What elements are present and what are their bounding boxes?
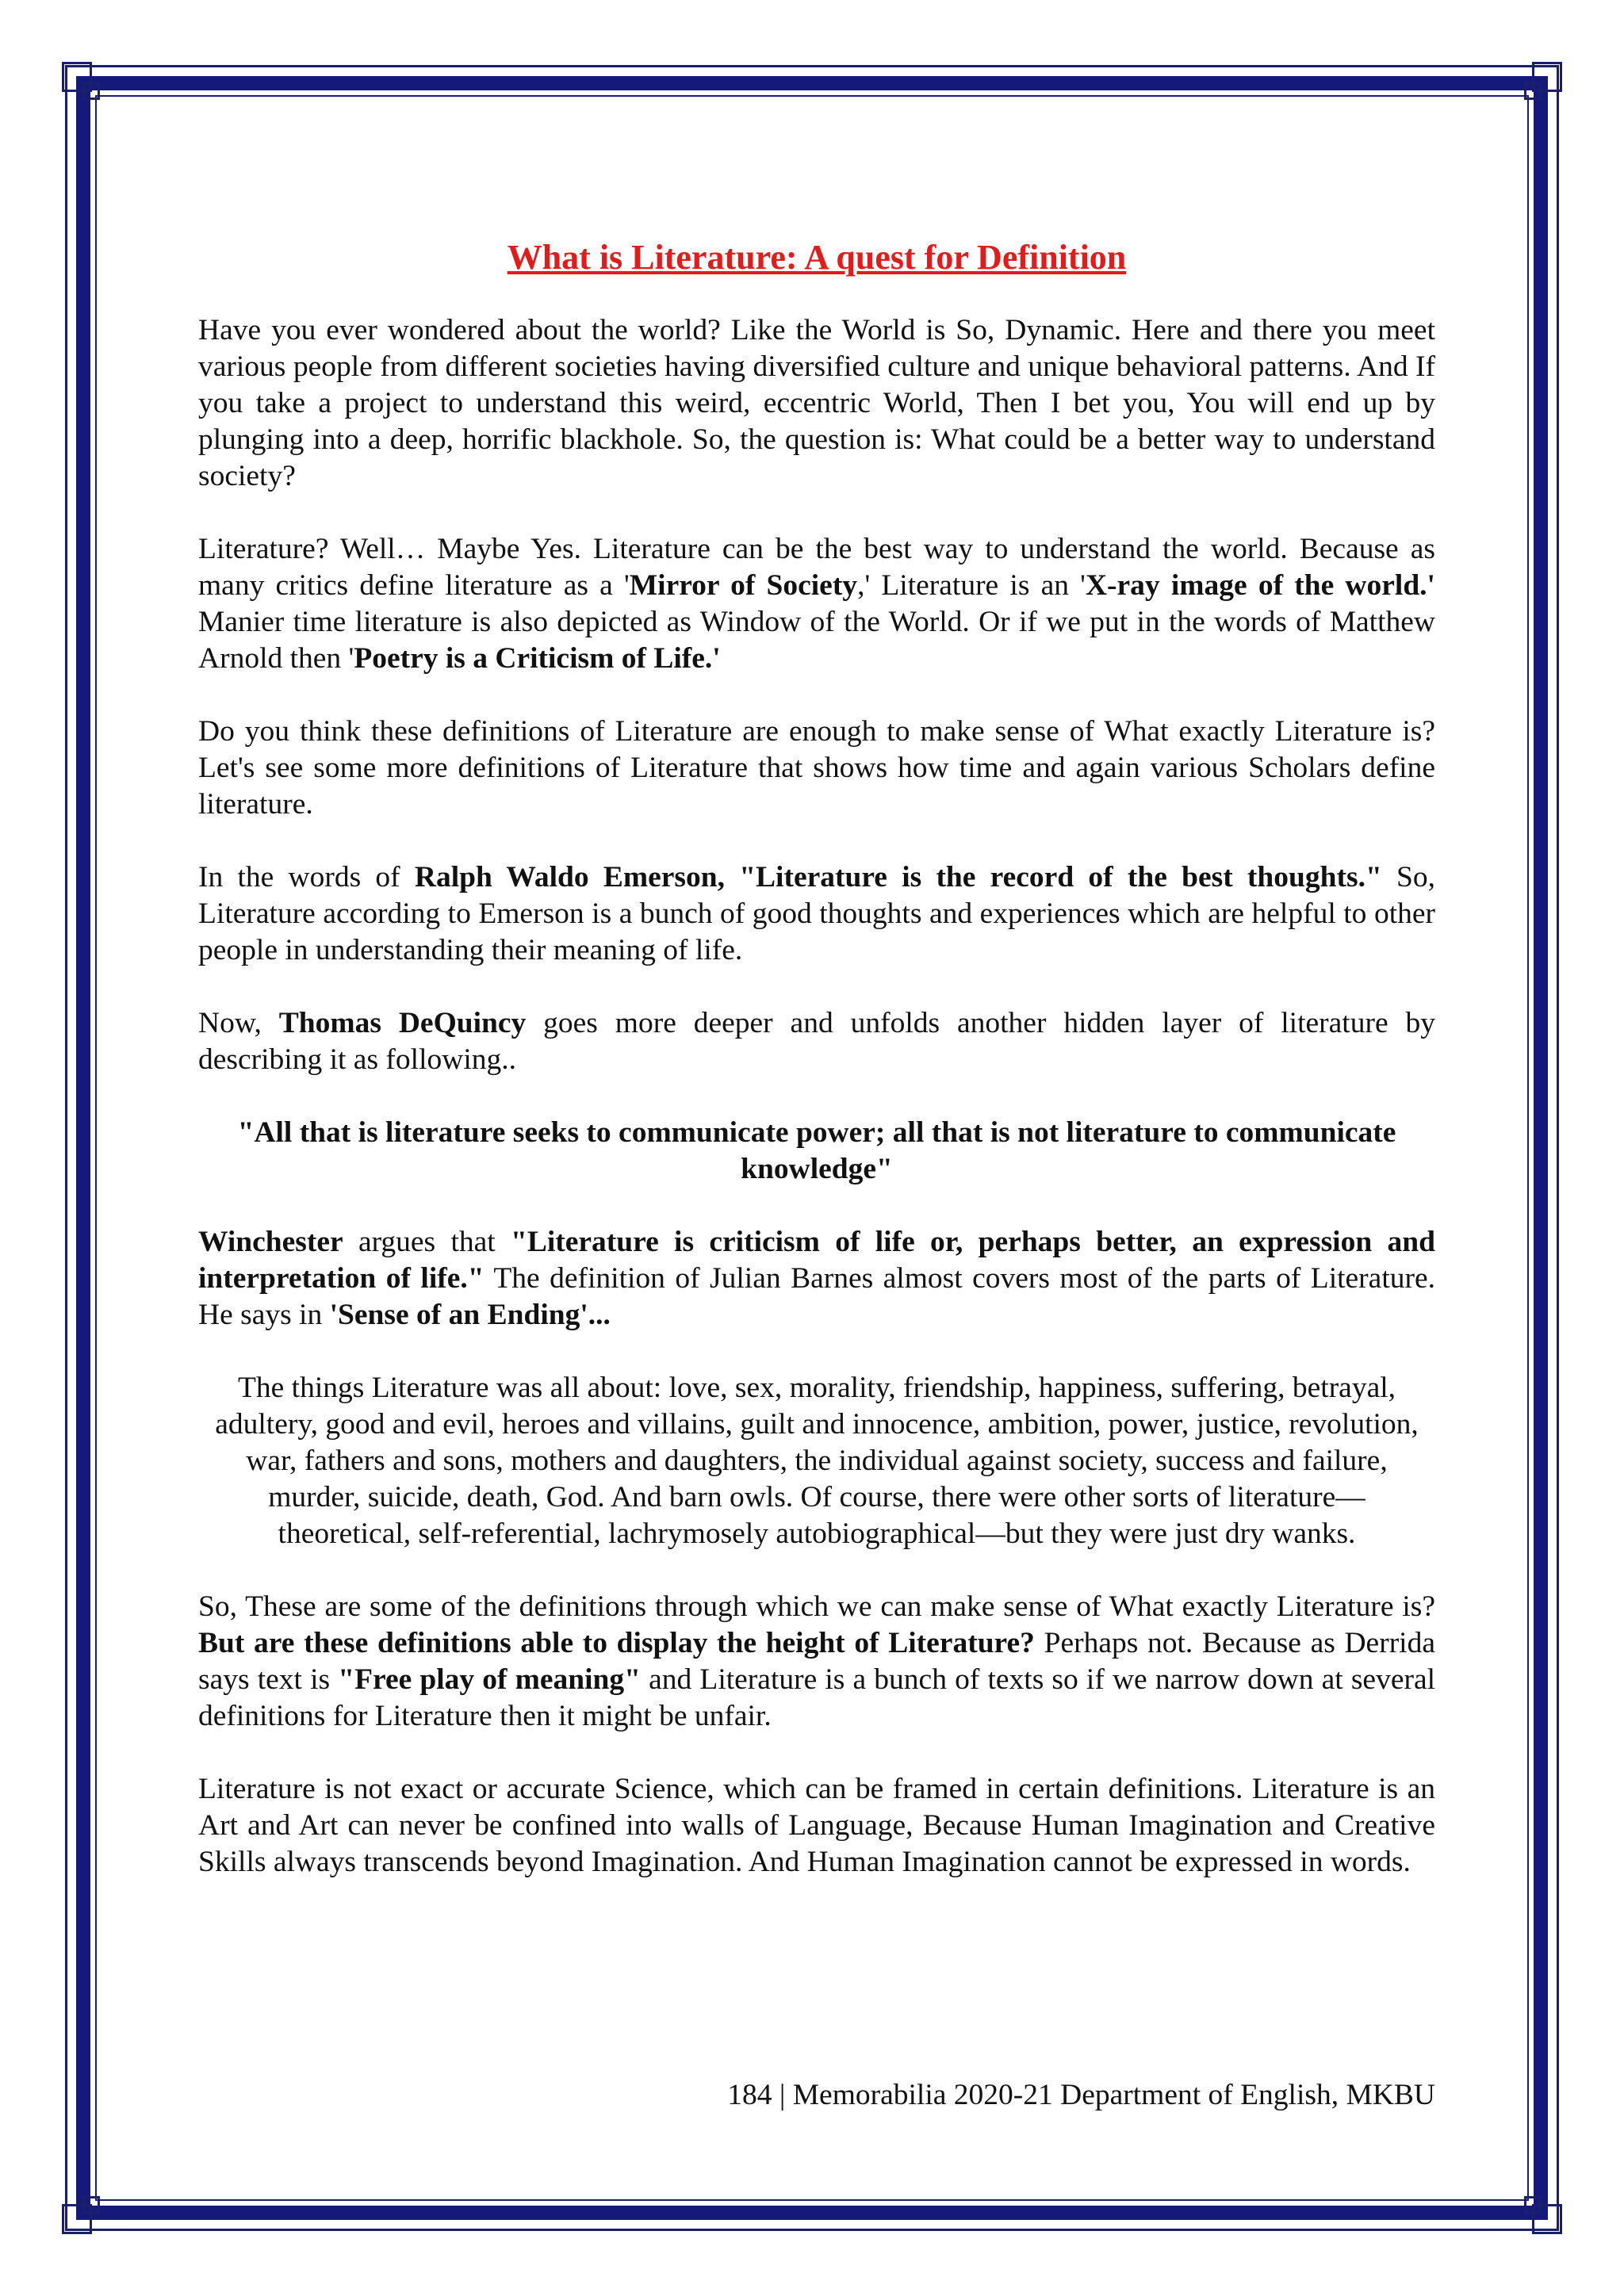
bold-span: But are these definitions able to display the height of Literature? — [198, 1627, 1035, 1659]
text-span: argues that — [343, 1226, 511, 1258]
bold-span: Mirror of Society — [629, 569, 858, 602]
article-body — [198, 238, 1435, 1917]
page-footer: 184 | Memorabilia 2020-21 Department of English, MKBU — [727, 2079, 1435, 2111]
bold-span: Winchester — [198, 1226, 343, 1258]
corner-ornament-bottom-left — [62, 2187, 109, 2234]
bold-span: Thomas DeQuincy — [278, 1007, 527, 1039]
text-span: Manier time literature is also depicted as Window of the World. Or if we put in the words of Matthew Arnold then ' — [198, 606, 1435, 675]
text-span: goes more deeper and unfolds another hidden layer of literature by describing it as following.. — [198, 1007, 1435, 1076]
paragraph-mirror-of-society — [198, 531, 1435, 677]
text-span: So, Literature according to Emerson is a bunch of good thoughts and experiences which are helpful to other people in understanding their meaning of life. — [198, 861, 1436, 966]
bold-span: Ralph Waldo Emerson, "Literature is the record of the best thoughts." — [414, 861, 1382, 894]
text-span: Now, — [198, 1007, 279, 1039]
article-title: What is Literature: A quest for Definition — [507, 238, 1127, 277]
text-span: Perhaps not. Because as Derrida says text is — [198, 1627, 1435, 1696]
bold-span: "Literature is criticism of life or, perhaps better, an expression and interpretation of life." — [198, 1226, 1435, 1295]
paragraph-intro: Have you ever wondered about the world? Like the World is So, Dynamic. Here and there you meet various people from different societies having diversified culture and unique behavioral patterns. And If you take a project to understand this weird, eccentric World, Then I bet you, You will end up by plunging into a deep, horrific blackhole. So, the question is: What could be a better way to understand society? — [198, 314, 1435, 492]
text-span: ,' Literature is an ' — [857, 569, 1086, 602]
bold-span: Poetry is a Criticism of Life.' — [354, 642, 721, 675]
paragraph-conclusion: Literature is not exact or accurate Science, which can be framed in certain definitions. Literature is an Art and Art can never be confined into walls of Language, Because Human Imagination and Creative Skills always transcends beyond Imagination. And Human Imagination cannot be expressed in words. — [198, 1773, 1435, 1878]
bold-span: "Free play of meaning" — [338, 1663, 641, 1696]
paragraph-emerson — [198, 859, 1435, 969]
corner-ornament-bottom-right — [1515, 2187, 1562, 2234]
text-span: So, These are some of the definitions through which we can make sense of What exactly Literature is? — [198, 1590, 1435, 1623]
text-span: In the words of — [198, 861, 415, 894]
corner-ornament-top-right — [1515, 62, 1562, 109]
paragraph-dequincy — [198, 1005, 1435, 1078]
paragraph-derrida — [198, 1589, 1435, 1735]
text-span: and Literature is a bunch of texts so if we narrow down at several definitions for Literature then it might be unfair. — [198, 1663, 1436, 1732]
quote-dequincy: "All that is literature seeks to communicate power; all that is not literature to communicate knowledge" — [237, 1116, 1396, 1185]
corner-ornament-top-left — [62, 62, 109, 109]
paragraph-winchester — [198, 1224, 1435, 1334]
paragraph-more-definitions: Do you think these definitions of Literature are enough to make sense of What exactly Literature is? Let's see some more definitions of Literature that shows how time and again various Scholars define literature. — [198, 715, 1435, 821]
text-span: Literature? Well… Maybe Yes. Literature can be the best way to understand the world. Because as many critics define literature as a ' — [198, 533, 1435, 602]
quote-barnes: The things Literature was all about: love, sex, morality, friendship, happiness, suffering, betrayal, adultery, good and evil, heroes and villains, guilt and innocence, ambition, power, justice, revolution, war, fathers and sons, mothers and daughters, the individual against society, success and failure, murder, suicide, death, God. And barn owls. Of course, there were other sorts of literature—theoretical, self-referential, lachrymosely autobiographical—but they were just dry wanks. — [215, 1372, 1419, 1550]
bold-span: 'Sense of an Ending'... — [329, 1299, 611, 1331]
bold-span: X-ray image of the world.' — [1085, 569, 1435, 602]
text-span: The definition of Julian Barnes almost covers most of the parts of Literature. He says in — [198, 1262, 1435, 1331]
